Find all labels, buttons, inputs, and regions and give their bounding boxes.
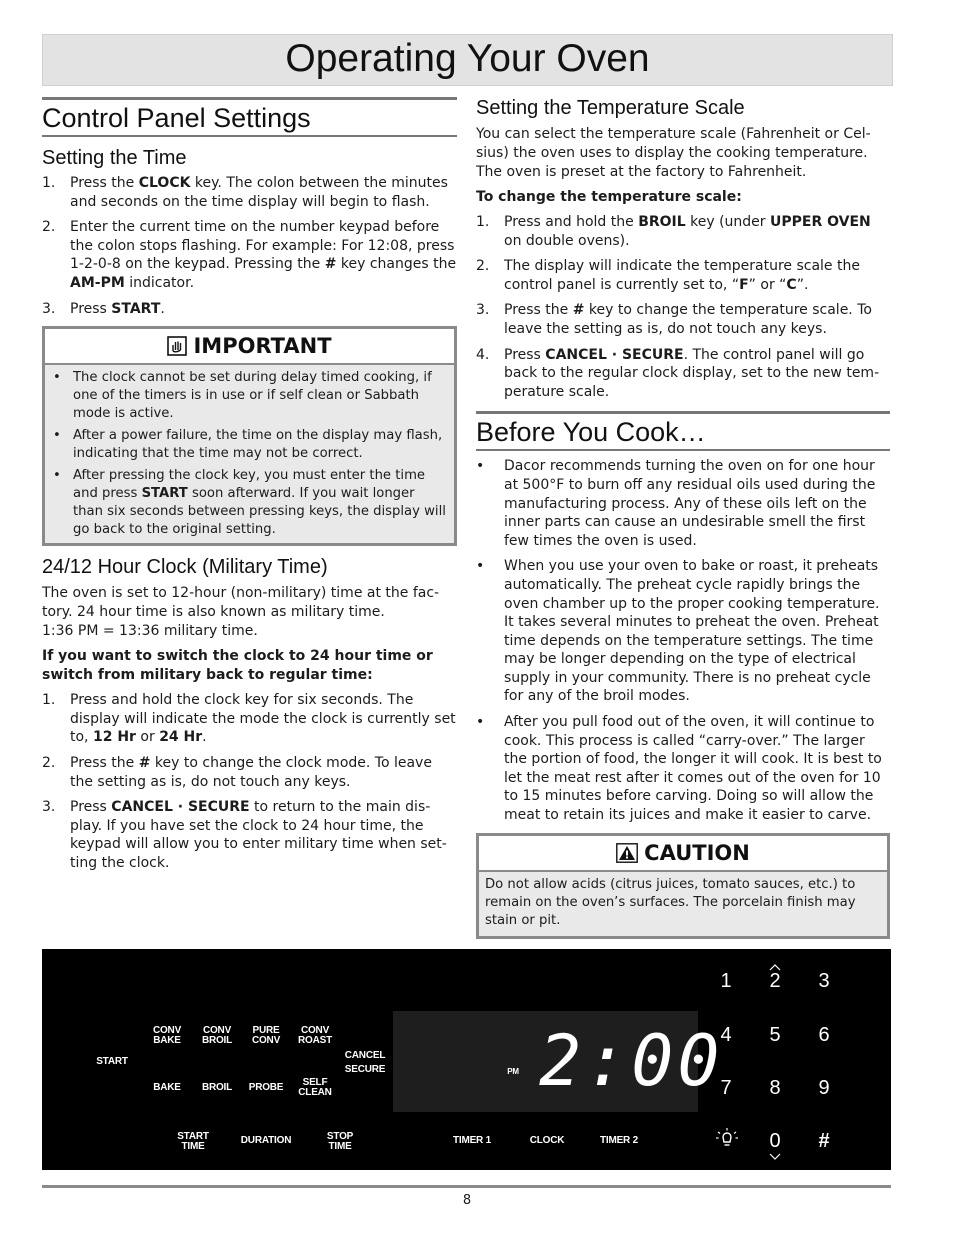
start-time-key[interactable]: START TIME: [177, 1131, 209, 1152]
broil-key[interactable]: BROIL: [201, 1082, 233, 1093]
list-item: • Dacor recommends turning the oven on for one hour at 500°F to burn off any residual oils used during the manufacturing process. Any of these oils left on the inner parts can cause an undesirable smell the first few times the oven is used.: [476, 458, 876, 549]
oven-control-panel: [42, 949, 891, 1170]
heading-hour-clock: 24/12 Hour Clock (Military Time): [42, 556, 328, 579]
setting-time-steps: [42, 174, 457, 318]
start-key[interactable]: START: [96, 1056, 128, 1067]
timer-1-key[interactable]: TIMER 1: [452, 1135, 492, 1146]
clock-display: [393, 1011, 724, 1112]
list-item: 1. Press and hold the BROIL key (under UPPER OVEN on double ovens).: [476, 214, 871, 249]
conv-roast-key[interactable]: CONV ROAST: [297, 1025, 332, 1046]
list-item: • When you use your oven to bake or roast, it preheats automatically. The preheat cycle rapidly brings the oven chamber up to the proper cooking temperature. It takes several minutes to preheat the oven. Preheat time depends on the temperature settings. The time may be longer depending on the type of electrical supply in your community. There is no preheat cycle for any of the broil modes.: [476, 558, 880, 705]
probe-key[interactable]: PROBE: [248, 1082, 284, 1093]
key-7[interactable]: 7: [720, 1077, 732, 1099]
hour-clock-steps: [42, 691, 457, 872]
key-8[interactable]: 8: [769, 1077, 781, 1099]
chevron-down-icon[interactable]: [769, 1153, 781, 1160]
list-item: 2. Press the # key to change the clock mode. To leave the setting as is, do not touch any keys.: [42, 754, 432, 790]
display-time: 2:00: [539, 1020, 724, 1102]
key-0[interactable]: 0: [769, 1130, 781, 1152]
key-9[interactable]: 9: [818, 1077, 830, 1099]
right-column: [476, 96, 890, 939]
temp-scale-steps: [476, 213, 890, 401]
footer-rule: [42, 1185, 891, 1188]
list-item: 4. Press CANCEL · SECURE. The control panel will go back to the regular clock display, set to the new tem-perature scale.: [476, 346, 880, 400]
hand-icon: [167, 336, 187, 356]
key-6[interactable]: 6: [818, 1024, 830, 1046]
warning-icon: [616, 843, 638, 863]
left-column: [42, 97, 457, 873]
section-title-before-cook: Before You Cook…: [476, 411, 890, 451]
list-item: 3. Press START.: [42, 300, 165, 317]
caution-label: CAUTION: [644, 840, 750, 865]
list-item: • After you pull food out of the oven, it will continue to cook. This process is called “carry-over.” The larger the portion of food, the longer it will cook. It is best to let the meat rest after it comes out of the oven for 10 to 15 minutes before carving. Doing so will allow the meat to retain its juices and make it easier to carve.: [476, 714, 882, 824]
list-item: • After a power failure, the time on the display may flash, indicating that the time may not be correct.: [53, 428, 443, 462]
key-1[interactable]: 1: [720, 970, 732, 992]
hour-clock-intro: The oven is set to 12-hour (non-military) time at the fac-tory. 24 hour time is also known as military time.: [42, 585, 440, 621]
list-item: 3. Press the # key to change the temperature scale. To leave the setting as is, do not touch any keys.: [476, 302, 872, 337]
important-box: [42, 326, 457, 546]
light-icon[interactable]: [715, 1128, 739, 1150]
important-header: [45, 329, 454, 365]
important-bullets: [45, 365, 454, 543]
list-item: 2. The display will indicate the temperature scale the control panel is currently set to, “F” or “C”.: [476, 258, 860, 293]
conv-broil-key[interactable]: CONV BROIL: [201, 1025, 233, 1046]
section-title-control-panel: Control Panel Settings: [42, 97, 457, 137]
page-number: 8: [462, 1193, 472, 1208]
chevron-up-icon[interactable]: [769, 964, 781, 971]
page-title: Operating Your Oven: [42, 34, 893, 86]
list-item: 3. Press CANCEL · SECURE to return to the main dis-play. If you have set the clock to 24 hour time, the keypad will allow you to enter military time when set-ting the clock.: [42, 799, 447, 871]
heading-setting-time: Setting the Time: [42, 147, 187, 169]
list-item: 1. Press and hold the clock key for six seconds. The display will indicate the mode the clock is currently set to, 12 Hr or 24 Hr.: [42, 692, 456, 746]
hour-clock-example: 1:36 PM = 13:36 military time.: [42, 623, 258, 640]
list-item: 2. Enter the current time on the number keypad before the colon stops flashing. For example: For 12:08, press 1-2-0-8 on the keypad. Pressing the # key changes the AM-PM indicator.: [42, 219, 457, 291]
bake-key[interactable]: BAKE: [153, 1082, 181, 1093]
temp-scale-intro: You can select the temperature scale (Fahrenheit or Cel-sius) the oven uses to display the cooking temperature. The oven is preset at the factory to Fahrenheit.: [476, 126, 871, 180]
heading-temp-scale: Setting the Temperature Scale: [476, 97, 745, 119]
pm-indicator: PM: [507, 1067, 519, 1076]
pure-conv-key[interactable]: PURE CONV: [251, 1025, 281, 1046]
key-hash[interactable]: #: [818, 1130, 830, 1152]
list-item: 1. Press the CLOCK key. The colon between the minutes and seconds on the time display will begin to flash.: [42, 175, 448, 210]
caution-box: [476, 833, 890, 939]
list-item: • After pressing the clock key, you must enter the time and press START soon afterward. If you wait longer than six seconds between pressing keys, the display will go back to the original setting.: [53, 468, 446, 538]
caution-header: [479, 836, 887, 872]
hour-clock-lead: If you want to switch the clock to 24 hour time or switch from military back to regular time:: [42, 648, 433, 684]
self-clean-key[interactable]: SELF CLEAN: [298, 1077, 332, 1098]
temp-scale-lead: To change the temperature scale:: [476, 189, 742, 205]
conv-bake-key[interactable]: CONV BAKE: [152, 1025, 182, 1046]
before-cook-bullets: [476, 457, 890, 824]
important-label: IMPORTANT: [193, 334, 332, 359]
cancel-secure-key[interactable]: CANCEL SECURE: [344, 1050, 386, 1075]
timer-2-key[interactable]: TIMER 2: [599, 1135, 639, 1146]
duration-key[interactable]: DURATION: [240, 1135, 292, 1146]
key-2[interactable]: 2: [769, 970, 781, 992]
key-4[interactable]: 4: [720, 1024, 732, 1046]
list-item: • The clock cannot be set during delay timed cooking, if one of the timers is in use or if self clean or Sabbath mode is active.: [53, 370, 432, 422]
clock-key[interactable]: CLOCK: [529, 1135, 565, 1146]
stop-time-key[interactable]: STOP TIME: [326, 1131, 354, 1152]
key-3[interactable]: 3: [818, 970, 830, 992]
caution-text: Do not allow acids (citrus juices, tomato sauces, etc.) to remain on the oven’s surfaces. The porcelain finish may stain or pit.: [485, 876, 856, 928]
key-5[interactable]: 5: [769, 1024, 781, 1046]
